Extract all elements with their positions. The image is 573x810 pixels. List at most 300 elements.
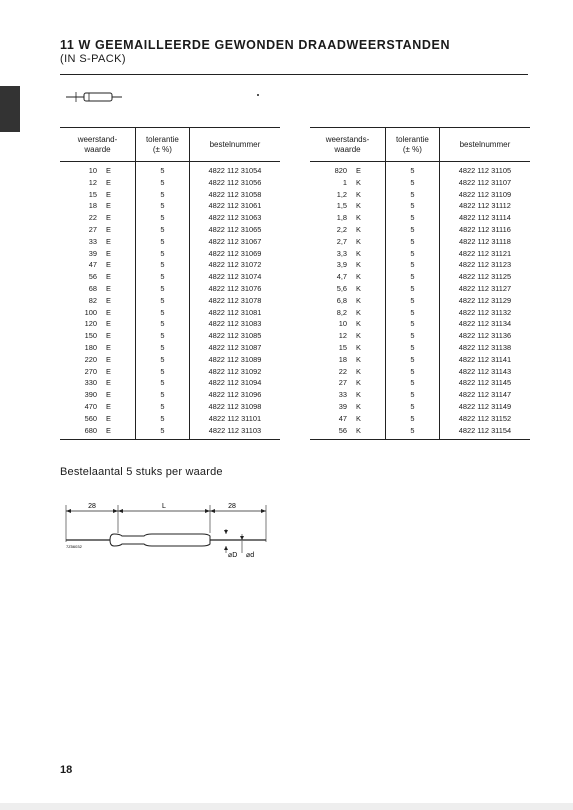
resistance-value-cell: [60, 366, 136, 378]
resistance-unit: E: [106, 260, 111, 270]
drawing-code: 7Z56032: [66, 544, 82, 549]
resistance-value: 27: [338, 378, 347, 388]
resistance-unit: E: [106, 236, 111, 246]
tolerance-cell: 5: [136, 330, 190, 342]
order-number-cell: 4822 112 31054: [189, 162, 280, 177]
table-row: [60, 189, 280, 201]
order-number-cell: 4822 112 31078: [189, 295, 280, 307]
resistance-value-cell: [60, 162, 136, 177]
resistor-table-left: [60, 127, 280, 440]
resistance-value: 18: [88, 201, 97, 211]
tolerance-cell: 5: [386, 413, 440, 425]
resistance-value: 8,2: [336, 307, 347, 317]
order-number-cell: 4822 112 31096: [189, 389, 280, 401]
resistance-value: 3,9: [336, 260, 347, 270]
tolerance-cell: 5: [386, 236, 440, 248]
table-row: [310, 177, 530, 189]
header-tolerance: tolerantie (± %): [136, 128, 190, 162]
tolerance-cell: 5: [136, 189, 190, 201]
resistance-unit: K: [356, 425, 361, 435]
order-number-cell: 4822 112 31145: [439, 377, 530, 389]
resistance-unit: E: [106, 378, 111, 388]
table-row: [310, 330, 530, 342]
tolerance-cell: 5: [136, 354, 190, 366]
resistance-value: 68: [88, 283, 97, 293]
resistance-unit: K: [356, 224, 361, 234]
order-number-cell: 4822 112 31092: [189, 366, 280, 378]
resistance-value: 15: [338, 342, 347, 352]
tolerance-cell: 5: [136, 377, 190, 389]
resistance-value-cell: [310, 212, 386, 224]
resistance-value-cell: [60, 259, 136, 271]
resistance-value-cell: [60, 389, 136, 401]
resistance-unit: E: [106, 166, 111, 175]
tolerance-cell: 5: [136, 283, 190, 295]
resistance-value: 33: [88, 236, 97, 246]
order-number-cell: 4822 112 31112: [439, 200, 530, 212]
order-number-cell: 4822 112 31098: [189, 401, 280, 413]
page-title: 11 W GEEMAILLEERDE GEWONDEN DRAADWEERSTANDEN: [60, 38, 451, 52]
resistance-unit: K: [356, 354, 361, 364]
resistance-value-cell: [60, 342, 136, 354]
dimension-drawing: [60, 497, 275, 567]
resistance-value-cell: [310, 259, 386, 271]
resistance-unit: K: [356, 390, 361, 400]
table-row: [60, 177, 280, 189]
tolerance-cell: 5: [136, 318, 190, 330]
table-row: [310, 354, 530, 366]
resistance-value: 1,5: [336, 201, 347, 211]
resistance-unit: K: [356, 319, 361, 329]
resistance-value: 680: [84, 425, 97, 435]
table-row: [60, 295, 280, 307]
tolerance-cell: 5: [386, 354, 440, 366]
tolerance-cell: 5: [386, 248, 440, 260]
table-row: [310, 271, 530, 283]
tolerance-cell: 5: [386, 162, 440, 177]
resistance-value-cell: [60, 189, 136, 201]
resistance-value-cell: [60, 354, 136, 366]
dim-body-diameter: ⌀D: [228, 552, 238, 559]
page-number: 18: [60, 764, 73, 776]
table-row: [310, 236, 530, 248]
tolerance-cell: 5: [136, 177, 190, 189]
resistance-unit: K: [356, 272, 361, 282]
resistance-unit: K: [356, 413, 361, 423]
resistance-unit: K: [356, 201, 361, 211]
header-order-number: bestelnummer: [189, 128, 280, 162]
resistance-value: 22: [338, 366, 347, 376]
resistance-value-cell: [60, 307, 136, 319]
table-row: [60, 413, 280, 425]
resistance-value-cell: [310, 283, 386, 295]
resistance-unit: K: [356, 342, 361, 352]
order-number-cell: 4822 112 31063: [189, 212, 280, 224]
order-number-cell: 4822 112 31138: [439, 342, 530, 354]
resistance-value-cell: [310, 236, 386, 248]
table-row: [310, 413, 530, 425]
resistance-value-cell: [60, 401, 136, 413]
order-number-cell: 4822 112 31152: [439, 413, 530, 425]
resistance-value: 22: [88, 213, 97, 223]
resistance-value: 47: [338, 413, 347, 423]
resistor-icon: [66, 90, 122, 104]
tolerance-cell: 5: [386, 389, 440, 401]
resistance-unit: K: [356, 248, 361, 258]
order-number-cell: 4822 112 31085: [189, 330, 280, 342]
tolerance-cell: 5: [136, 413, 190, 425]
resistance-value: 220: [84, 354, 97, 364]
order-number-cell: 4822 112 31058: [189, 189, 280, 201]
resistance-value: 270: [84, 366, 97, 376]
resistance-unit: K: [356, 295, 361, 305]
resistance-value: 1,8: [336, 213, 347, 223]
resistance-value: 12: [338, 331, 347, 341]
section-tab-marker: [0, 86, 20, 132]
resistance-value: 18: [338, 354, 347, 364]
resistance-value: 560: [84, 413, 97, 423]
resistance-value: 15: [88, 189, 97, 199]
resistance-unit: K: [356, 213, 361, 223]
resistance-value: 27: [88, 224, 97, 234]
table-row: [310, 389, 530, 401]
order-quantity-note: Bestelaantal 5 stuks per waarde: [60, 466, 223, 478]
resistance-value-cell: [60, 200, 136, 212]
table-row: [310, 212, 530, 224]
order-number-cell: 4822 112 31072: [189, 259, 280, 271]
table-row: [60, 259, 280, 271]
tolerance-cell: 5: [136, 200, 190, 212]
resistance-value-cell: [310, 318, 386, 330]
order-number-cell: 4822 112 31127: [439, 283, 530, 295]
resistance-value: 10: [88, 166, 97, 175]
table-row: [310, 200, 530, 212]
order-number-cell: 4822 112 31074: [189, 271, 280, 283]
table-row: [310, 259, 530, 271]
resistance-unit: E: [106, 366, 111, 376]
tolerance-cell: 5: [386, 271, 440, 283]
table-row: [310, 366, 530, 378]
dim-body-length: L: [162, 503, 166, 510]
tolerance-cell: 5: [386, 177, 440, 189]
order-number-cell: 4822 112 31134: [439, 318, 530, 330]
resistance-unit: E: [106, 272, 111, 282]
resistance-value-cell: [60, 377, 136, 389]
resistance-unit: K: [356, 189, 361, 199]
resistance-value-cell: [310, 330, 386, 342]
resistance-unit: E: [106, 413, 111, 423]
tolerance-cell: 5: [386, 259, 440, 271]
order-number-cell: 4822 112 31132: [439, 307, 530, 319]
header-resistance-value: weerstands- waarde: [325, 134, 370, 154]
resistance-unit: E: [106, 201, 111, 211]
resistance-value: 150: [84, 331, 97, 341]
resistance-value-cell: [60, 425, 136, 440]
tolerance-cell: 5: [136, 224, 190, 236]
header-resistance-value: weerstand- waarde: [77, 134, 118, 154]
resistance-unit: E: [106, 319, 111, 329]
resistance-value: 47: [88, 260, 97, 270]
table-row: [310, 189, 530, 201]
table-row: [60, 389, 280, 401]
table-row: [60, 212, 280, 224]
table-header-row: [60, 128, 280, 162]
order-number-cell: 4822 112 31081: [189, 307, 280, 319]
resistance-value-cell: [310, 271, 386, 283]
table-row: [310, 377, 530, 389]
tolerance-cell: 5: [386, 366, 440, 378]
resistance-unit: K: [356, 177, 361, 187]
tolerance-cell: 5: [386, 307, 440, 319]
tolerance-cell: 5: [386, 295, 440, 307]
tolerance-cell: 5: [386, 224, 440, 236]
page-subtitle: (IN S-PACK): [60, 53, 126, 65]
resistance-unit: E: [106, 354, 111, 364]
resistance-value: 330: [84, 378, 97, 388]
resistance-unit: E: [356, 166, 361, 175]
tolerance-cell: 5: [386, 200, 440, 212]
resistance-unit: E: [106, 425, 111, 435]
order-number-cell: 4822 112 31067: [189, 236, 280, 248]
tolerance-cell: 5: [386, 212, 440, 224]
resistance-unit: E: [106, 390, 111, 400]
table-row: [60, 330, 280, 342]
table-row: [60, 236, 280, 248]
tolerance-cell: 5: [136, 366, 190, 378]
tolerance-cell: 5: [136, 389, 190, 401]
resistance-value: 180: [84, 342, 97, 352]
tolerance-cell: 5: [136, 212, 190, 224]
tolerance-cell: 5: [136, 342, 190, 354]
order-number-cell: 4822 112 31109: [439, 189, 530, 201]
resistance-value-cell: [310, 189, 386, 201]
tolerance-cell: 5: [136, 248, 190, 260]
resistance-value: 82: [88, 295, 97, 305]
resistance-value-cell: [60, 212, 136, 224]
header-tolerance: tolerantie (± %): [386, 128, 440, 162]
order-number-cell: 4822 112 31154: [439, 425, 530, 440]
resistance-unit: E: [106, 283, 111, 293]
order-number-cell: 4822 112 31141: [439, 354, 530, 366]
resistance-value: 3,3: [336, 248, 347, 258]
resistance-unit: E: [106, 177, 111, 187]
resistance-value-cell: [310, 177, 386, 189]
title-rule: [60, 74, 528, 75]
order-number-cell: 4822 112 31116: [439, 224, 530, 236]
order-number-cell: 4822 112 31136: [439, 330, 530, 342]
tolerance-cell: 5: [386, 342, 440, 354]
resistance-value-cell: [310, 307, 386, 319]
order-number-cell: 4822 112 31129: [439, 295, 530, 307]
resistance-value: 120: [84, 319, 97, 329]
order-number-cell: 4822 112 31143: [439, 366, 530, 378]
resistance-value: 2,7: [336, 236, 347, 246]
dim-lead-right: 28: [228, 503, 236, 510]
resistance-value: 39: [338, 401, 347, 411]
page-edge: [0, 803, 573, 810]
tolerance-cell: 5: [136, 307, 190, 319]
resistance-value-cell: [60, 283, 136, 295]
tolerance-cell: 5: [386, 330, 440, 342]
resistance-value: 39: [88, 248, 97, 258]
table-row: [310, 248, 530, 260]
tolerance-cell: 5: [386, 425, 440, 440]
resistance-value-cell: [310, 162, 386, 177]
order-number-cell: 4822 112 31083: [189, 318, 280, 330]
order-number-cell: 4822 112 31103: [189, 425, 280, 440]
tolerance-cell: 5: [136, 425, 190, 440]
resistance-value: 12: [88, 177, 97, 187]
table-row: [60, 401, 280, 413]
tolerance-cell: 5: [386, 318, 440, 330]
resistance-value: 5,6: [336, 283, 347, 293]
table-row: [310, 318, 530, 330]
order-number-cell: 4822 112 31149: [439, 401, 530, 413]
resistance-value-cell: [310, 354, 386, 366]
dim-lead-left: 28: [88, 503, 96, 510]
resistance-value: 1,2: [336, 189, 347, 199]
resistance-value: 100: [84, 307, 97, 317]
tolerance-cell: 5: [386, 283, 440, 295]
tolerance-cell: 5: [386, 401, 440, 413]
resistance-value-cell: [310, 401, 386, 413]
tolerance-cell: 5: [136, 271, 190, 283]
tolerance-cell: 5: [386, 189, 440, 201]
order-number-cell: 4822 112 31118: [439, 236, 530, 248]
table-row: [60, 318, 280, 330]
order-number-cell: 4822 112 31107: [439, 177, 530, 189]
resistance-unit: E: [106, 189, 111, 199]
resistance-unit: K: [356, 283, 361, 293]
resistance-unit: E: [106, 401, 111, 411]
resistance-unit: E: [106, 295, 111, 305]
resistance-value: 56: [338, 425, 347, 435]
resistance-value-cell: [60, 295, 136, 307]
resistance-value-cell: [60, 236, 136, 248]
print-speck: [257, 94, 259, 96]
resistance-value: 33: [338, 390, 347, 400]
table-row: [310, 342, 530, 354]
resistance-value-cell: [310, 342, 386, 354]
resistance-unit: E: [106, 342, 111, 352]
resistance-unit: K: [356, 401, 361, 411]
resistance-unit: E: [106, 224, 111, 234]
table-row: [310, 401, 530, 413]
resistance-value: 6,8: [336, 295, 347, 305]
order-number-cell: 4822 112 31123: [439, 259, 530, 271]
order-number-cell: 4822 112 31061: [189, 200, 280, 212]
resistance-value-cell: [60, 413, 136, 425]
order-number-cell: 4822 112 31114: [439, 212, 530, 224]
table-row: [310, 295, 530, 307]
table-row: [310, 425, 530, 440]
resistance-value-cell: [310, 248, 386, 260]
resistance-value: 2,2: [336, 224, 347, 234]
order-number-cell: 4822 112 31069: [189, 248, 280, 260]
resistance-value-cell: [60, 177, 136, 189]
order-number-cell: 4822 112 31125: [439, 271, 530, 283]
resistance-value: 820: [334, 166, 347, 175]
resistance-value: 390: [84, 390, 97, 400]
resistance-unit: E: [106, 213, 111, 223]
table-row: [60, 283, 280, 295]
resistance-value-cell: [310, 224, 386, 236]
order-number-cell: 4822 112 31147: [439, 389, 530, 401]
resistance-value-cell: [60, 330, 136, 342]
order-number-cell: 4822 112 31101: [189, 413, 280, 425]
table-row: [60, 248, 280, 260]
tolerance-cell: 5: [136, 401, 190, 413]
table-header-row: [310, 128, 530, 162]
table-row: [60, 162, 280, 177]
order-number-cell: 4822 112 31056: [189, 177, 280, 189]
resistance-value-cell: [60, 224, 136, 236]
resistance-value: 56: [88, 272, 97, 282]
order-number-cell: 4822 112 31076: [189, 283, 280, 295]
tolerance-cell: 5: [386, 377, 440, 389]
resistance-unit: E: [106, 248, 111, 258]
header-order-number: bestelnummer: [439, 128, 530, 162]
order-number-cell: 4822 112 31087: [189, 342, 280, 354]
table-row: [310, 224, 530, 236]
table-row: [60, 354, 280, 366]
resistance-value: 1: [342, 177, 347, 187]
resistance-value-cell: [310, 200, 386, 212]
table-row: [310, 307, 530, 319]
resistance-value-cell: [310, 413, 386, 425]
order-number-cell: 4822 112 31089: [189, 354, 280, 366]
table-row: [60, 366, 280, 378]
tolerance-cell: 5: [136, 236, 190, 248]
table-row: [60, 425, 280, 440]
resistance-value-cell: [310, 389, 386, 401]
resistance-value-cell: [60, 318, 136, 330]
order-number-cell: 4822 112 31121: [439, 248, 530, 260]
table-row: [60, 377, 280, 389]
table-row: [60, 342, 280, 354]
resistance-value: 470: [84, 401, 97, 411]
resistance-unit: K: [356, 260, 361, 270]
table-row: [310, 162, 530, 177]
table-row: [60, 307, 280, 319]
resistance-value-cell: [310, 377, 386, 389]
resistor-table-right: [310, 127, 530, 440]
dim-lead-diameter: ⌀d: [246, 552, 255, 559]
tolerance-cell: 5: [136, 295, 190, 307]
resistance-unit: K: [356, 236, 361, 246]
table-row: [60, 224, 280, 236]
resistance-value-cell: [60, 248, 136, 260]
resistance-unit: E: [106, 307, 111, 317]
table-row: [60, 200, 280, 212]
order-number-cell: 4822 112 31094: [189, 377, 280, 389]
table-row: [310, 283, 530, 295]
resistance-value: 10: [338, 319, 347, 329]
resistance-value-cell: [310, 425, 386, 440]
resistance-unit: K: [356, 331, 361, 341]
resistance-value: 4,7: [336, 272, 347, 282]
table-row: [60, 271, 280, 283]
tolerance-cell: 5: [136, 162, 190, 177]
order-number-cell: 4822 112 31065: [189, 224, 280, 236]
resistance-value-cell: [60, 271, 136, 283]
resistance-value-cell: [310, 295, 386, 307]
resistance-unit: E: [106, 331, 111, 341]
resistance-value-cell: [310, 366, 386, 378]
tolerance-cell: 5: [136, 259, 190, 271]
resistance-unit: K: [356, 378, 361, 388]
resistance-unit: K: [356, 307, 361, 317]
